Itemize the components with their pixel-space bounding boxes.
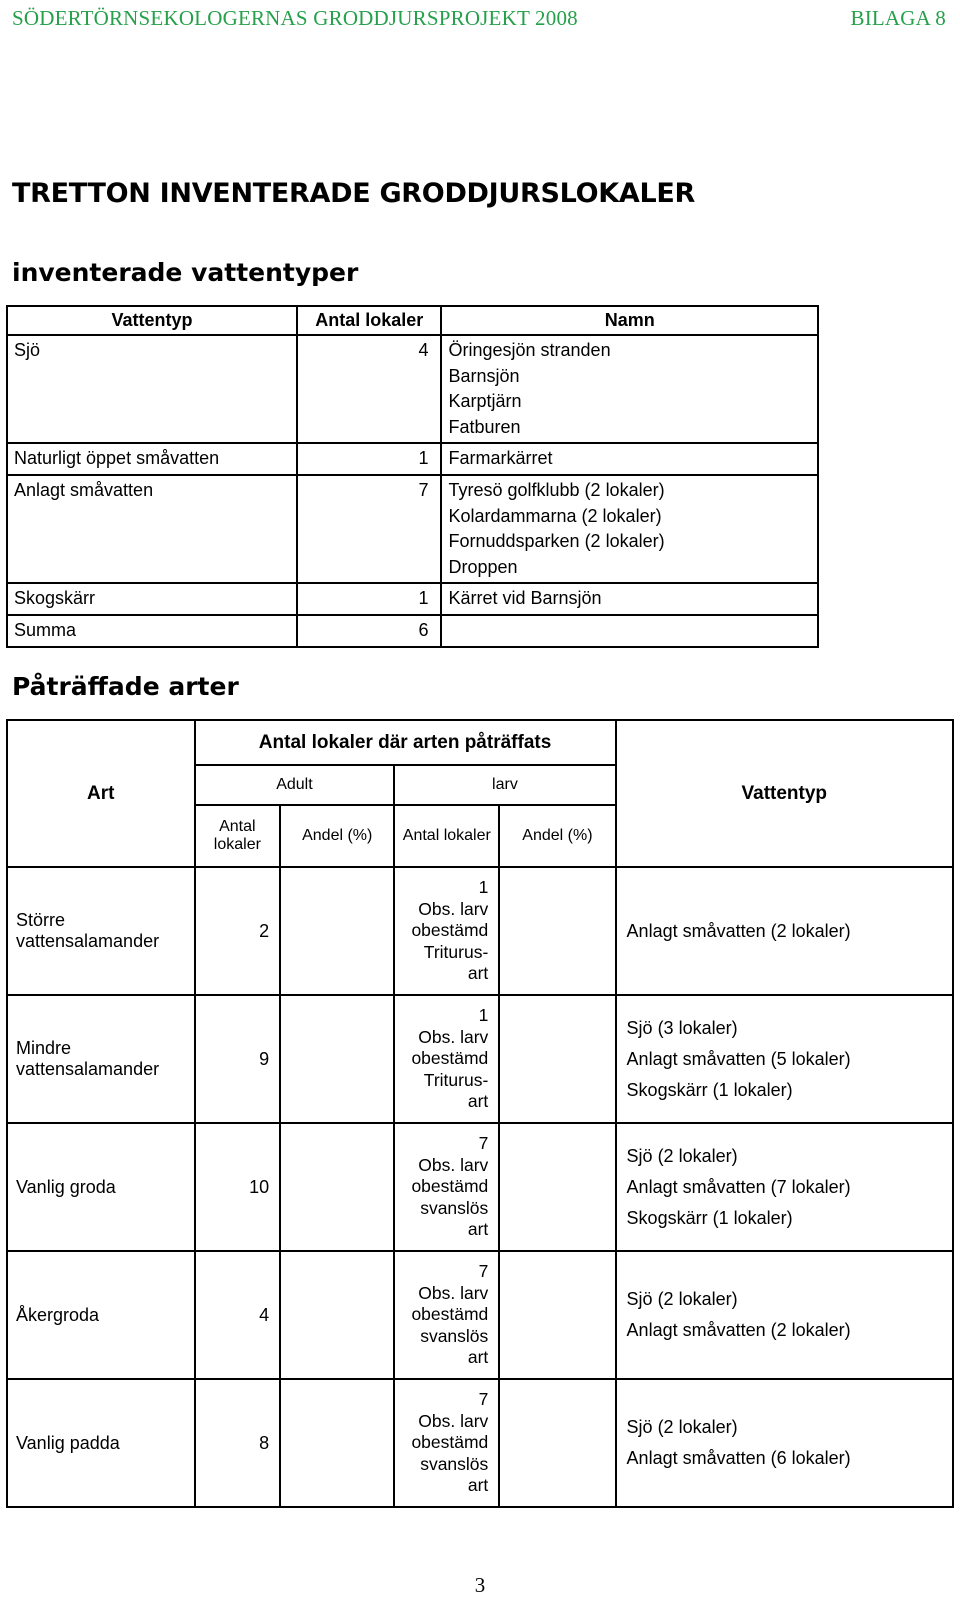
- larv-note-line: 1: [478, 1005, 489, 1026]
- larv-count-cell: [394, 995, 499, 1123]
- larv-note-line: 7: [478, 1133, 489, 1154]
- art-cell: Vanlig groda: [7, 1123, 195, 1251]
- art-cell: Större vattensalamander: [7, 867, 195, 995]
- location-name: Fornuddsparken (2 lokaler): [448, 531, 665, 552]
- column-header-namn: Namn: [441, 306, 818, 335]
- larv-note-line: obestämd: [411, 1048, 489, 1069]
- adult-count-cell: 10: [195, 1123, 281, 1251]
- vattentyp-line: Anlagt småvatten (2 lokaler): [626, 920, 851, 941]
- namn-cell: [441, 615, 818, 647]
- larv-note-line: art: [467, 1475, 489, 1496]
- vattentyp-cell: Summa: [7, 615, 297, 647]
- larv-percent-cell: [499, 1123, 615, 1251]
- larv-note-line: 1: [478, 877, 489, 898]
- namn-cell: [441, 335, 818, 443]
- adult-count-cell: 9: [195, 995, 281, 1123]
- namn-cell: [441, 583, 818, 615]
- column-header-andel-adult: Andel (%): [280, 805, 394, 867]
- antal-lokaler-cell: 4: [297, 335, 441, 443]
- larv-note-line: Triturus-: [423, 941, 489, 962]
- vattentyp-line: Anlagt småvatten (6 lokaler): [626, 1448, 851, 1468]
- vattentyp-cell: [616, 995, 953, 1123]
- antal-lokaler-cell: 7: [297, 475, 441, 583]
- vattentyp-line: Sjö (2 lokaler): [626, 1417, 738, 1437]
- column-header-art: Art: [7, 720, 195, 867]
- vattentyp-cell: Sjö: [7, 335, 297, 443]
- table-row: [7, 583, 818, 615]
- vattentyp-line: Skogskärr (1 lokaler): [626, 1207, 793, 1228]
- larv-note-line: Obs. larv: [418, 1410, 489, 1431]
- larv-note-line: 7: [478, 1389, 489, 1410]
- larv-note-line: obestämd: [411, 1304, 489, 1325]
- column-header-vattentyp: Vattentyp: [616, 720, 953, 867]
- vattentyp-cell: [616, 867, 953, 995]
- larv-note-line: svanslös: [420, 1453, 489, 1474]
- location-name: Tyresö golfklubb (2 lokaler): [448, 479, 665, 500]
- vattentyp-cell: Skogskärr: [7, 583, 297, 615]
- larv-note-line: Obs. larv: [418, 1282, 489, 1303]
- table-row: [7, 1251, 953, 1379]
- table-row: [7, 1123, 953, 1251]
- column-header-antal-adult: Antal lokaler: [195, 805, 281, 867]
- larv-note-line: obestämd: [411, 1432, 489, 1453]
- water-types-heading: inventerade vattentyper: [12, 258, 359, 287]
- adult-percent-cell: [280, 867, 394, 995]
- project-title: SÖDERTÖRNSEKOLOGERNAS GRODDJURSPROJEKT 2008: [12, 5, 578, 30]
- location-name: Karptjärn: [448, 391, 522, 412]
- adult-percent-cell: [280, 1251, 394, 1379]
- adult-count-cell: 4: [195, 1251, 281, 1379]
- larv-note-line: svanslös: [420, 1197, 489, 1218]
- vattentyp-cell: [616, 1251, 953, 1379]
- larv-percent-cell: [499, 867, 615, 995]
- column-header-vattentyp: Vattentyp: [7, 306, 297, 335]
- location-name: Droppen: [448, 556, 518, 577]
- column-header-andel-larv: Andel (%): [499, 805, 615, 867]
- larv-percent-cell: [499, 1251, 615, 1379]
- art-cell: Mindre vattensalamander: [7, 995, 195, 1123]
- vattentyp-line: Sjö (2 lokaler): [626, 1289, 738, 1309]
- column-header-larv: larv: [394, 765, 615, 805]
- larv-note-line: art: [467, 1219, 489, 1240]
- larv-note-line: art: [467, 1091, 489, 1112]
- page-number: 3: [474, 1573, 486, 1597]
- vattentyp-cell: [616, 1123, 953, 1251]
- larv-note-line: Obs. larv: [418, 1154, 489, 1175]
- location-name: Farmarkärret: [448, 448, 553, 469]
- species-heading: Påträffade arter: [12, 672, 239, 701]
- adult-percent-cell: [280, 1123, 394, 1251]
- column-header-group: Antal lokaler där arten påträffats: [195, 720, 616, 765]
- table-row: [7, 867, 953, 995]
- location-name: Fatburen: [448, 416, 521, 437]
- larv-percent-cell: [499, 1379, 615, 1507]
- table-row: [7, 1379, 953, 1507]
- location-name: Kolardammarna (2 lokaler): [448, 505, 662, 526]
- larv-note-line: Triturus-: [423, 1069, 489, 1090]
- larv-percent-cell: [499, 995, 615, 1123]
- larv-note-line: Obs. larv: [418, 1026, 489, 1047]
- adult-percent-cell: [280, 1379, 394, 1507]
- vattentyp-cell: [616, 1379, 953, 1507]
- art-cell: Åkergroda: [7, 1251, 195, 1379]
- antal-lokaler-cell: 1: [297, 583, 441, 615]
- location-name: Kärret vid Barnsjön: [448, 588, 602, 609]
- vattentyp-line: Anlagt småvatten (2 lokaler): [626, 1320, 851, 1340]
- column-header-antal-larv: Antal lokaler: [394, 805, 499, 867]
- location-name: Öringesjön stranden: [448, 340, 611, 360]
- larv-note-line: 7: [478, 1261, 489, 1282]
- table-row: [7, 475, 818, 583]
- water-table-header-row: [7, 306, 818, 335]
- vattentyp-line: Sjö (3 lokaler): [626, 1017, 738, 1038]
- larv-count-cell: [394, 1123, 499, 1251]
- larv-count-cell: [394, 867, 499, 995]
- vattentyp-cell: Naturligt öppet småvatten: [7, 443, 297, 475]
- document-title: TRETTON INVENTERADE GRODDJURSLOKALER: [12, 178, 696, 209]
- water-types-table: [6, 305, 819, 648]
- vattentyp-line: Skogskärr (1 lokaler): [626, 1079, 793, 1100]
- column-header-antal-lokaler: Antal lokaler: [297, 306, 441, 335]
- species-table: [6, 719, 954, 1508]
- table-row: [7, 615, 818, 647]
- table-row: [7, 443, 818, 475]
- namn-cell: [441, 443, 818, 475]
- appendix-label: BILAGA 8: [850, 5, 946, 30]
- vattentyp-line: Sjö (2 lokaler): [626, 1145, 738, 1166]
- art-cell: Vanlig padda: [7, 1379, 195, 1507]
- larv-note-line: obestämd: [411, 1176, 489, 1197]
- adult-percent-cell: [280, 995, 394, 1123]
- larv-note-line: obestämd: [411, 920, 489, 941]
- vattentyp-cell: Anlagt småvatten: [7, 475, 297, 583]
- antal-lokaler-cell: 6: [297, 615, 441, 647]
- table-row: [7, 335, 818, 443]
- vattentyp-line: Anlagt småvatten (7 lokaler): [626, 1176, 851, 1197]
- adult-count-cell: 8: [195, 1379, 281, 1507]
- page-header: [12, 4, 946, 32]
- column-header-adult: Adult: [195, 765, 395, 805]
- larv-note-line: svanslös: [420, 1325, 489, 1346]
- larv-count-cell: [394, 1251, 499, 1379]
- larv-note-line: art: [467, 963, 489, 984]
- larv-note-line: art: [467, 1347, 489, 1368]
- larv-count-cell: [394, 1379, 499, 1507]
- table-row: [7, 995, 953, 1123]
- antal-lokaler-cell: 1: [297, 443, 441, 475]
- namn-cell: [441, 475, 818, 583]
- adult-count-cell: 2: [195, 867, 281, 995]
- larv-note-line: Obs. larv: [418, 898, 489, 919]
- location-name: Barnsjön: [448, 365, 520, 386]
- vattentyp-line: Anlagt småvatten (5 lokaler): [626, 1048, 851, 1069]
